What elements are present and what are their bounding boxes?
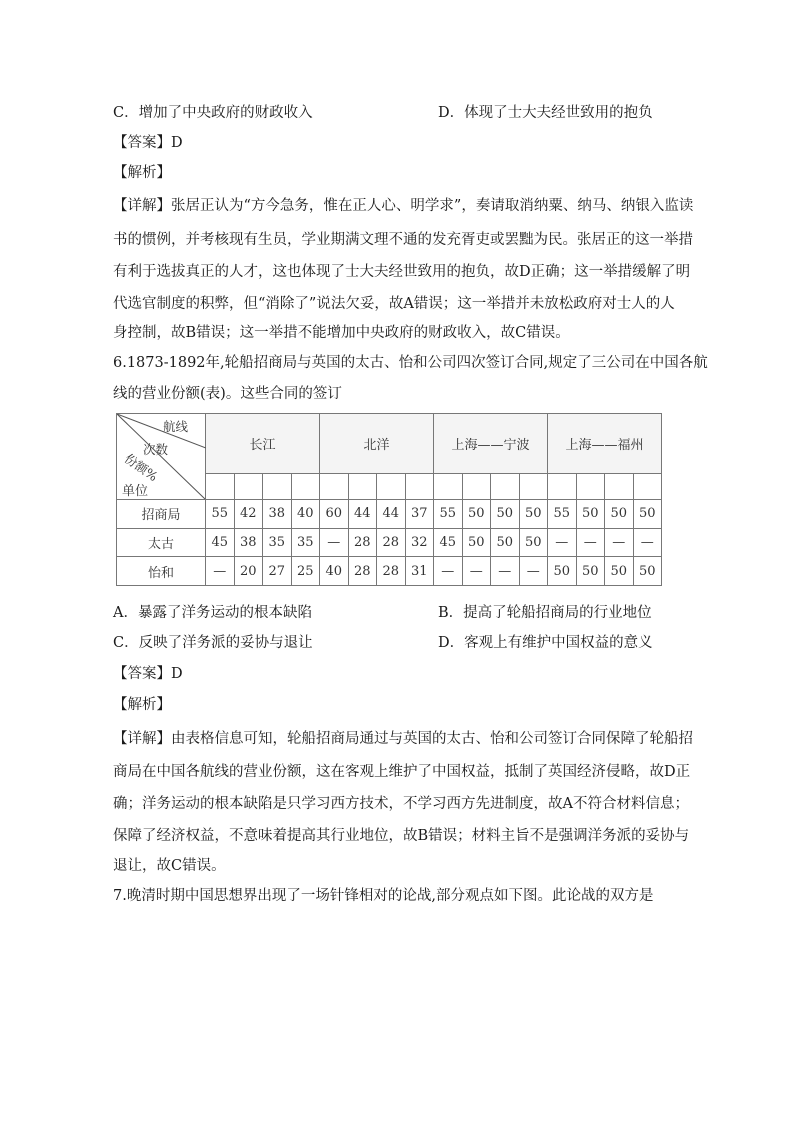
q6-detail-line-2: 商局在中国各航线的营业份额，这在客观上维护了中国权益，抵制了英国经济侵略，故D正 [113,764,691,780]
share-cell: 50 [576,557,605,586]
share-cell: 25 [291,557,320,586]
share-cell: 50 [519,500,548,529]
q6-detail-line-5: 退让，故C错误。 [113,858,226,874]
table-row [117,500,662,529]
q6-detail-line-3: 确；洋务运动的根本缺陷是只学习西方技术，不学习西方先进制度，故A不符合材料信息； [113,796,689,812]
share-cell: — [462,557,491,586]
corner-unit-label: 单位 [122,484,149,499]
share-cell: 37 [405,500,434,529]
detail-label: 【详解】 [113,731,171,747]
share-cell: 55 [434,500,463,529]
corner-share-label: 份额% [121,450,161,485]
share-cell: 60 [320,500,349,529]
share-cell: — [434,557,463,586]
q6-option-b: B．提高了轮船招商局的行业地位 [438,605,652,621]
answer-label: 【答案】 [113,135,171,151]
share-cell: 50 [548,557,577,586]
share-cell: 45 [206,528,235,557]
share-cell: 50 [491,500,520,529]
q6-option-c: C．反映了洋务派的妥协与退让 [113,635,313,651]
share-cell: 38 [234,528,263,557]
share-cell: 31 [405,557,434,586]
share-cell: — [519,557,548,586]
share-cell: — [206,557,235,586]
corner-times-label: 次数 [143,442,169,457]
detail-text: 张居正认为“方今急务，惟在正人心、明学求”，奏请取消纳粟、纳马、纳银入监读 [171,198,694,214]
share-cell: 38 [263,500,292,529]
detail-label: 【详解】 [113,198,171,214]
group-header-shanghai-fuzhou: 上海——福州 [548,414,662,474]
share-cell: 50 [605,500,634,529]
share-cell: 50 [633,557,662,586]
share-cell: 35 [263,528,292,557]
share-cell: 42 [234,500,263,529]
answer-value: D [171,666,183,682]
q6-option-d: D．客观上有维护中国权益的意义 [438,635,653,651]
share-cell: 55 [206,500,235,529]
share-cell: 28 [348,528,377,557]
q6-detail-line-1 [113,729,693,749]
detail-text: 由表格信息可知，轮船招商局通过与英国的太古、怡和公司签订合同保障了轮船招 [171,731,693,747]
q6-detail-line-4: 保障了经济权益，不意味着提高其行业地位，故B错误；材料主旨不是强调洋务派的妥协与 [113,828,690,844]
q5-option-d: D．体现了士大夫经世致用的抱负 [438,105,653,121]
row-unit-name: 怡和 [117,557,206,586]
q5-detail-line-5: 身控制，故B错误；这一举措不能增加中央政府的财政收入，故C错误。 [113,325,570,341]
share-cell: 35 [291,528,320,557]
q6-answer [113,664,183,684]
group-header-changjiang: 长江 [206,414,320,474]
q5-answer [113,133,183,153]
answer-label: 【答案】 [113,666,171,682]
q5-detail-line-1 [113,196,693,216]
share-cell: 50 [462,528,491,557]
table-row [117,557,662,586]
share-cell: — [605,528,634,557]
share-cell: 40 [320,557,349,586]
shipping-share-body [116,499,661,585]
q6-stem-line-2: 线的营业份额(表)。这些合同的签订 [113,386,342,402]
share-cell: 50 [491,528,520,557]
share-cell: 32 [405,528,434,557]
share-cell: 44 [377,500,406,529]
share-cell: 28 [348,557,377,586]
share-cell: 50 [519,528,548,557]
share-cell: 50 [576,500,605,529]
share-cell: — [491,557,520,586]
share-cell: — [320,528,349,557]
share-cell: — [548,528,577,557]
share-cell: 55 [548,500,577,529]
share-cell: 50 [462,500,491,529]
q6-analysis-label: 【解析】 [113,697,171,713]
share-cell: 27 [263,557,292,586]
share-cell: 28 [377,528,406,557]
group-header-beiyang: 北洋 [320,414,434,474]
q5-detail-line-4: 代选官制度的积弊，但“消除了”说法欠妥，故A错误；这一举措并未放松政府对士人的人 [113,296,675,312]
group-header-shanghai-ningbo: 上海——宁波 [434,414,548,474]
row-unit-name: 招商局 [117,500,206,529]
share-cell: 44 [348,500,377,529]
q5-detail-line-2: 书的惯例，并考核现有生员，学业期满文理不通的发充胥吏或罢黜为民。张居正的这一举措 [113,232,693,248]
q6-option-a: A．暴露了洋务运动的根本缺陷 [113,605,312,621]
share-cell: 28 [377,557,406,586]
share-cell: 20 [234,557,263,586]
share-cell: 50 [633,500,662,529]
q5-option-c: C．增加了中央政府的财政收入 [113,105,313,121]
share-cell: 45 [434,528,463,557]
answer-value: D [171,135,183,151]
q6-stem-line-1: 6.1873-1892年,轮船招商局与英国的太古、怡和公司四次签订合同,规定了三公司在中国各航 [113,355,708,371]
q5-analysis-label: 【解析】 [113,165,171,181]
share-cell: 50 [605,557,634,586]
row-unit-name: 太古 [117,528,206,557]
table-row [117,528,662,557]
share-cell: — [633,528,662,557]
corner-route-label: 航线 [163,419,189,434]
share-cell: 40 [291,500,320,529]
q7-stem: 7.晚清时期中国思想界出现了一场针锋相对的论战,部分观点如下图。此论战的双方是 [113,888,654,904]
q5-detail-line-3: 有利于选拔真正的人才，这也体现了士大夫经世致用的抱负，故D正确；这一举措缓解了明 [113,264,691,280]
share-cell: — [576,528,605,557]
